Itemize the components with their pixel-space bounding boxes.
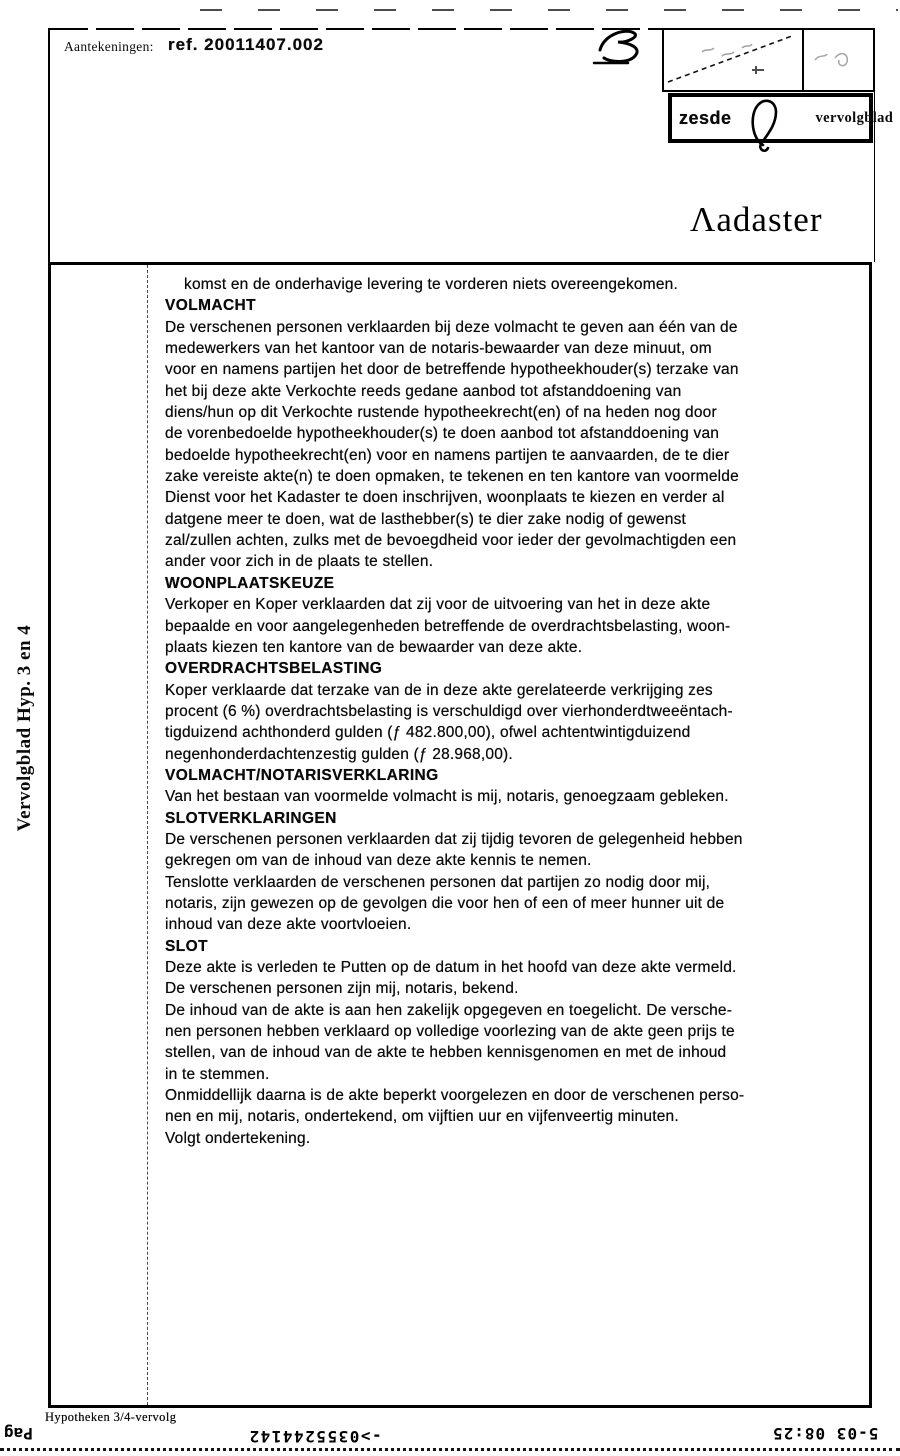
body-line: zake vereiste akte(n) te doen opmaken, te tekenen en ten kantore van voormelde bbox=[165, 468, 739, 486]
fax-datetime: 5-03 08:25 bbox=[772, 1424, 879, 1443]
body-line: komst en de onderhavige levering te vorderen niets overeengekomen. bbox=[184, 276, 678, 293]
body-line: Onmiddellijk daarna is de akte beperkt voorgelezen en door de verschenen perso- bbox=[165, 1087, 745, 1105]
annotations-area bbox=[48, 28, 894, 262]
form-identifier: Hypotheken 3/4-vervolg bbox=[45, 1410, 177, 1424]
body-line: procent (6 %) overdrachtsbelasting is verschuldigd over vierhonderdtweeëntach- bbox=[165, 702, 733, 720]
body-line: De verschenen personen verklaarden bij deze volmacht te geven aan één van de bbox=[165, 318, 738, 336]
body-line: zal/zullen achten, zulks met de bevoegdheid voor ieder der gevolmachtigden een bbox=[165, 532, 737, 550]
body-line: inhoud van deze akte voortvloeien. bbox=[165, 916, 412, 934]
body-line: tigduizend achthonderd gulden (ƒ 482.800,00), ofwel achtentwintigduizend bbox=[165, 724, 691, 742]
body-line: Tenslotte verklaarden de verschenen personen dat partijen zo nodig door mij, bbox=[165, 873, 711, 891]
body-line: plaats kiezen ten kantore van de bewaarder van deze akte. bbox=[165, 638, 583, 656]
body-line: het bij deze akte Verkochte reeds gedane aanbod tot afstanddoening van bbox=[165, 382, 682, 400]
handwritten-page-number bbox=[588, 22, 654, 72]
body-line: negenhonderdachtenzestig gulden (ƒ 28.968,00). bbox=[165, 745, 513, 763]
body-line: Van het bestaan van voormelde volmacht is mij, notaris, genoegzaam gebleken. bbox=[165, 788, 729, 806]
document-frame bbox=[48, 262, 872, 1408]
sidebar-vertical-label: Vervolgblad Hyp. 3 en 4 bbox=[14, 624, 35, 832]
stamp-box-notes bbox=[802, 28, 875, 92]
kadaster-logo-text: adaster bbox=[716, 200, 823, 239]
body-line: De verschenen personen verklaarden dat zij tijdig tevoren de gelegenheid hebben bbox=[165, 830, 743, 848]
handwritten-loop-mark bbox=[748, 97, 782, 153]
stamp-box-diagonal bbox=[662, 28, 804, 92]
fax-page-label: Pag bbox=[4, 1424, 33, 1443]
fax-perforation-dots bbox=[0, 1448, 900, 1451]
section-heading: SLOTVERKLARINGEN bbox=[165, 809, 337, 827]
body-line: nen personen hebben verklaard op volledige voorlezing van de akte geen prijs te bbox=[165, 1023, 735, 1041]
section-heading: WOONPLAATSKEUZE bbox=[165, 574, 335, 592]
body-line: diens/hun op dit Verkochte rustende hypotheekrecht(en) of na heden nog door bbox=[165, 404, 717, 422]
body-line: de vorenbedoelde hypotheekhouder(s) te doen aanbod tot afstanddoening van bbox=[165, 425, 720, 443]
sheet-counter-box bbox=[668, 93, 894, 143]
body-line: stellen, van de inhoud van de akte te hebben kennisgenomen en met de inhoud bbox=[165, 1044, 727, 1062]
section-heading: SLOT bbox=[165, 937, 208, 955]
body-line: in te stemmen. bbox=[165, 1065, 270, 1083]
body-line: nen en mij, notaris, ondertekend, om vijftien uur en vijfenveertig minuten. bbox=[165, 1108, 679, 1126]
body-line: Deze akte is verleden te Putten op de datum in het hoofd van deze akte vermeld. bbox=[165, 959, 737, 976]
body-line: gekregen om van de inhoud van deze akte kennis te nemen. bbox=[165, 852, 592, 870]
body-line: bedoelde hypotheekrecht(en) voor en namens partijen te aanvaarden, de te dier bbox=[165, 446, 730, 464]
body-line: ander voor zich in de plaats te stellen. bbox=[165, 553, 434, 571]
section-heading: VOLMACHT bbox=[165, 297, 257, 315]
scan-noise-line bbox=[200, 9, 898, 11]
handwriting-mark bbox=[815, 54, 847, 66]
body-line: Verkoper en Koper verklaarden dat zij voor de uitvoering van het in deze akte bbox=[165, 596, 711, 614]
body-line: medewerkers van het kantoor van de notaris-bewaarder van deze minuut, om bbox=[165, 340, 712, 358]
reference-number: ref. 20011407.002 bbox=[168, 35, 324, 54]
document-body bbox=[165, 274, 859, 1149]
body-line: De verschenen personen zijn mij, notaris, bekend. bbox=[165, 980, 519, 998]
body-line: notaris, zijn gewezen op de gevolgen die voor hen of een of meer hunner uit de bbox=[165, 894, 725, 912]
section-heading: VOLMACHT/NOTARISVERKLARING bbox=[165, 766, 439, 784]
fax-number: ->0355244142 bbox=[248, 1427, 382, 1446]
sheet-sequence-word: zesde bbox=[679, 107, 732, 128]
kadaster-k-glyph: Λ bbox=[690, 200, 717, 239]
body-line: Dienst voor het Kadaster te doen inschrijven, woonplaats te kiezen en verder al bbox=[165, 489, 725, 507]
section-heading: OVERDRACHTSBELASTING bbox=[165, 660, 383, 678]
body-line: Volgt ondertekening. bbox=[165, 1129, 311, 1147]
sheet-word: vervolgblad bbox=[815, 109, 894, 126]
body-line: Koper verklaarde dat terzake van de in deze akte gerelateerde verkrijging zes bbox=[165, 681, 713, 699]
body-line: voor en namens partijen het door de betreffende hypotheekhouder(s) terzake van bbox=[165, 361, 739, 379]
body-line: De inhoud van de akte is aan hen zakelijk opgegeven en toegelicht. De versche- bbox=[165, 1001, 733, 1019]
annotations-label: Aantekeningen: bbox=[64, 39, 154, 54]
body-line: bepaalde en voor aangelegenheden betreffende de overdrachtsbelasting, woon- bbox=[165, 617, 731, 635]
kadaster-logo bbox=[690, 200, 823, 240]
margin-rule bbox=[147, 265, 148, 1405]
body-line: datgene meer te doen, wat de lasthebber(s) te dier zake nodig of gewenst bbox=[165, 510, 687, 528]
